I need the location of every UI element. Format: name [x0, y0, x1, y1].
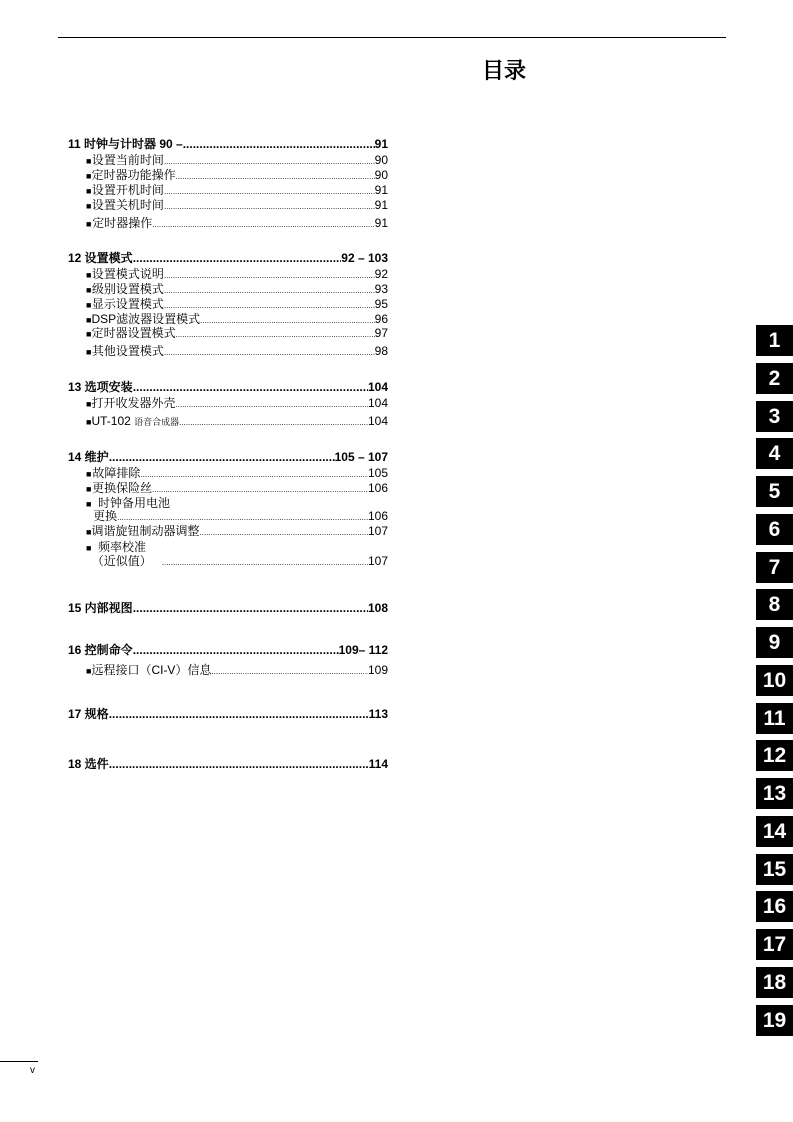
toc-chapter-18[interactable]: 18 选件 ..... 114 [68, 757, 388, 771]
toc-item[interactable]: ■ 设置开机时间 ..... 91 [86, 183, 388, 199]
toc-chapter-14[interactable]: 14 维护 ..... 105 – 107 [68, 450, 388, 464]
toc-item[interactable]: ■ DSP滤波器设置模式 ..... 96 [86, 312, 388, 328]
toc-item[interactable]: ■ 调谐旋钮制动器调整 ..... 107 [86, 524, 388, 540]
section-tab-17[interactable]: 17 [756, 929, 793, 960]
toc-item[interactable]: ■ 级别设置模式 ..... 93 [86, 282, 388, 298]
toc-item[interactable]: ■ 更换保险丝 ..... 106 [86, 481, 388, 497]
section-tab-16[interactable]: 16 [756, 891, 793, 922]
toc-item[interactable]: ■ 设置当前时间 ..... 90 [86, 153, 388, 169]
toc-chapter-15[interactable]: 15 内部视图 ..... 108 [68, 601, 388, 615]
toc-item[interactable]: ■ 时钟备用电池 [86, 496, 171, 510]
page-number: v [30, 1065, 35, 1076]
footer-rule [0, 1061, 38, 1062]
section-tab-2[interactable]: 2 [756, 363, 793, 394]
section-tab-14[interactable]: 14 [756, 816, 793, 847]
toc-item[interactable]: ■ 定时器功能操作 ..... 90 [86, 168, 388, 184]
top-rule [58, 37, 726, 38]
toc-chapter-13[interactable]: 13 选项安装 ..... 104 [68, 380, 388, 394]
toc-item[interactable]: ■ 频率校准 [86, 540, 147, 554]
section-tab-15[interactable]: 15 [756, 854, 793, 885]
section-tab-4[interactable]: 4 [756, 438, 793, 469]
section-tab-6[interactable]: 6 [756, 514, 793, 545]
toc-item[interactable]: ■ 远程接口（CI-V）信息 ..... 109 [86, 663, 388, 679]
section-tab-3[interactable]: 3 [756, 401, 793, 432]
section-tab-10[interactable]: 10 [756, 665, 793, 696]
toc-chapter-16[interactable]: 16 控制命令 ..... 109– 112 [68, 643, 388, 657]
section-tab-12[interactable]: 12 [756, 740, 793, 771]
toc-item[interactable]: ■ 设置模式说明 ..... 92 [86, 267, 388, 283]
toc-chapter-11[interactable]: 11 时钟与计时器 90 – ..... 91 [68, 137, 388, 151]
toc-item[interactable]: ■ 定时器操作 ..... 91 [86, 216, 388, 232]
section-tab-5[interactable]: 5 [756, 476, 793, 507]
toc-chapter-17[interactable]: 17 规格 ..... 113 [68, 707, 388, 721]
section-tab-19[interactable]: 19 [756, 1005, 793, 1036]
toc-item[interactable]: ■ 显示设置模式 ..... 95 [86, 297, 388, 313]
section-tab-7[interactable]: 7 [756, 552, 793, 583]
toc-item[interactable]: ■ 设置关机时间 ..... 91 [86, 198, 388, 214]
page-title: 目录 [481, 58, 526, 83]
toc-item[interactable]: ■ 故障排除 ..... 105 [86, 466, 388, 482]
section-tab-8[interactable]: 8 [756, 589, 793, 620]
toc-chapter-12[interactable]: 12 设置模式 ..... 92 – 103 [68, 251, 388, 265]
toc-item[interactable]: ■ 定时器设置模式 ..... 97 [86, 326, 388, 342]
toc-item[interactable]: ■ 其他设置模式 ..... 98 [86, 344, 388, 360]
toc-item-continued[interactable]: （近似值） ..... 107 [86, 554, 388, 570]
toc-item-continued[interactable]: 更换 ..... 106 [86, 509, 388, 525]
section-tab-9[interactable]: 9 [756, 627, 793, 658]
toc-item[interactable]: ■ 打开收发器外壳 ..... 104 [86, 396, 388, 412]
toc-item[interactable]: ■ UT-102 语音合成器 ..... 104 [86, 414, 388, 430]
section-tab-11[interactable]: 11 [756, 703, 793, 734]
section-tab-13[interactable]: 13 [756, 778, 793, 809]
section-tab-1[interactable]: 1 [756, 325, 793, 356]
section-tab-18[interactable]: 18 [756, 967, 793, 998]
